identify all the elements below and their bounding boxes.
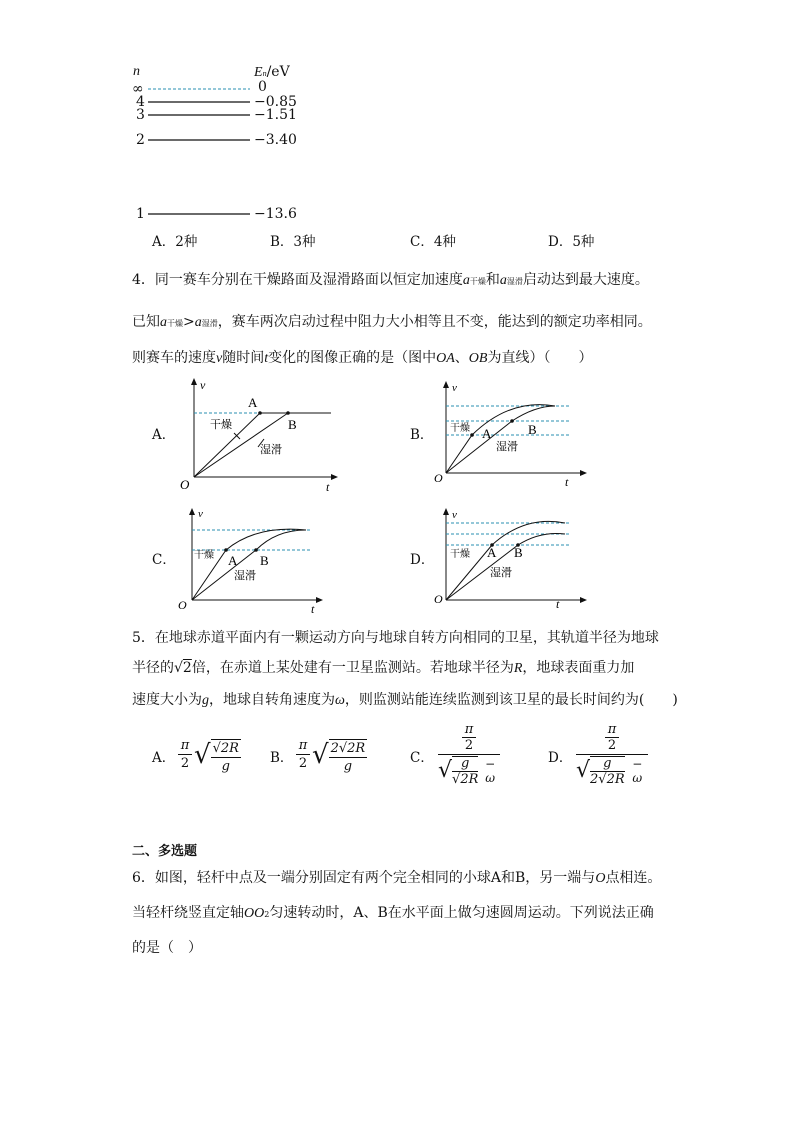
q5-option-c: C． π 2 √ g √2R − ω — [410, 722, 510, 792]
q6-line-1: 6．如图，轻杆中点及一端分别固定有两个完全相同的小球A和B，另一端与O点相连。 — [132, 870, 662, 886]
q4-option-d-label: D． — [410, 552, 435, 568]
level-n-3: 3 — [136, 107, 145, 123]
svg-text:湿滑: 湿滑 — [490, 567, 512, 579]
q5-option-d: D． π 2 √ g 2√2R − ω — [548, 722, 658, 792]
n-axis-label: n — [133, 64, 140, 79]
svg-text:v: v — [452, 509, 457, 521]
q3-option-d: D．5种 — [548, 234, 595, 250]
svg-text:B: B — [260, 553, 269, 568]
level-e-inf: 0 — [258, 79, 267, 95]
svg-text:A: A — [487, 545, 497, 560]
svg-text:O: O — [178, 598, 187, 612]
svg-text:湿滑: 湿滑 — [260, 444, 282, 456]
q3-option-a: A．2种 — [152, 234, 198, 250]
q3-option-b: B．3种 — [270, 234, 316, 250]
svg-text:A: A — [228, 553, 238, 568]
q6-line-2: 当轻杆绕竖直定轴OO2匀速转动时，A、B在水平面上做匀速圆周运动。下列说法正确 — [132, 905, 654, 921]
svg-text:B: B — [528, 422, 537, 437]
level-e-1: −13.6 — [254, 206, 297, 222]
q5-line-2: 半径的√2倍，在赤道上某处建有一卫星监测站。若地球半径为R，地球表面重力加 — [132, 660, 635, 676]
svg-text:湿滑: 湿滑 — [234, 570, 256, 582]
svg-text:v: v — [198, 508, 203, 520]
svg-text:v: v — [452, 382, 457, 394]
section-heading-multi-choice: 二、多选题 — [132, 844, 198, 859]
svg-text:t: t — [311, 602, 315, 616]
energy-level-diagram — [128, 60, 308, 230]
svg-text:B: B — [514, 545, 523, 560]
q6-line-3: 的是（ ） — [132, 940, 202, 956]
svg-text:湿滑: 湿滑 — [496, 441, 518, 453]
graph-c — [176, 505, 331, 620]
graph-d — [430, 505, 590, 620]
svg-text:t: t — [565, 475, 569, 489]
graph-b — [430, 378, 590, 490]
svg-text:t: t — [326, 480, 330, 494]
energy-axis-label: En/eV — [254, 64, 290, 80]
q4-option-b-label: B． — [410, 427, 434, 443]
level-n-4: 4 — [136, 94, 145, 110]
q5-line-1: 5．在地球赤道平面内有一颗运动方向与地球自转方向相同的卫星，其轨道半径为地球 — [132, 630, 659, 646]
q4-line-2: 已知a干燥>a湿滑，赛车两次启动过程中阻力大小相等且不变，能达到的额定功率相同。 — [132, 314, 652, 330]
svg-text:A: A — [248, 395, 258, 410]
level-e-4: −0.85 — [254, 94, 297, 110]
q5-line-3: 速度大小为g，地球自转角速度为ω，则监测站能连续监测到该卫星的最长时间约为( ) — [132, 692, 678, 708]
svg-text:干燥: 干燥 — [450, 549, 470, 560]
q3-option-c: C．4种 — [410, 234, 456, 250]
level-n-2: 2 — [136, 132, 145, 148]
level-n-inf: ∞ — [132, 81, 144, 97]
svg-text:t: t — [556, 597, 560, 611]
graph-a — [176, 375, 341, 495]
svg-text:干燥: 干燥 — [210, 419, 232, 431]
level-e-2: −3.40 — [254, 132, 297, 148]
q4-line-1: 4．同一赛车分别在干燥路面及湿滑路面以恒定加速度a干燥和a湿滑启动达到最大速度。 — [132, 272, 649, 288]
svg-text:O: O — [180, 477, 190, 492]
level-n-1: 1 — [136, 206, 145, 222]
q4-option-c-label: C． — [152, 552, 176, 568]
q4-option-a-label: A． — [152, 427, 176, 443]
level-e-3: −1.51 — [254, 107, 297, 123]
svg-text:v: v — [200, 378, 206, 392]
svg-text:A: A — [482, 426, 492, 441]
q4-line-3: 则赛车的速度v随时间t变化的图像正确的是（图中OA、OB为直线）（ ） — [132, 350, 593, 366]
svg-text:O: O — [434, 471, 443, 485]
svg-text:干燥: 干燥 — [450, 423, 470, 434]
svg-text:O: O — [434, 592, 443, 606]
svg-text:B: B — [288, 417, 297, 432]
svg-text:干燥: 干燥 — [194, 550, 214, 561]
